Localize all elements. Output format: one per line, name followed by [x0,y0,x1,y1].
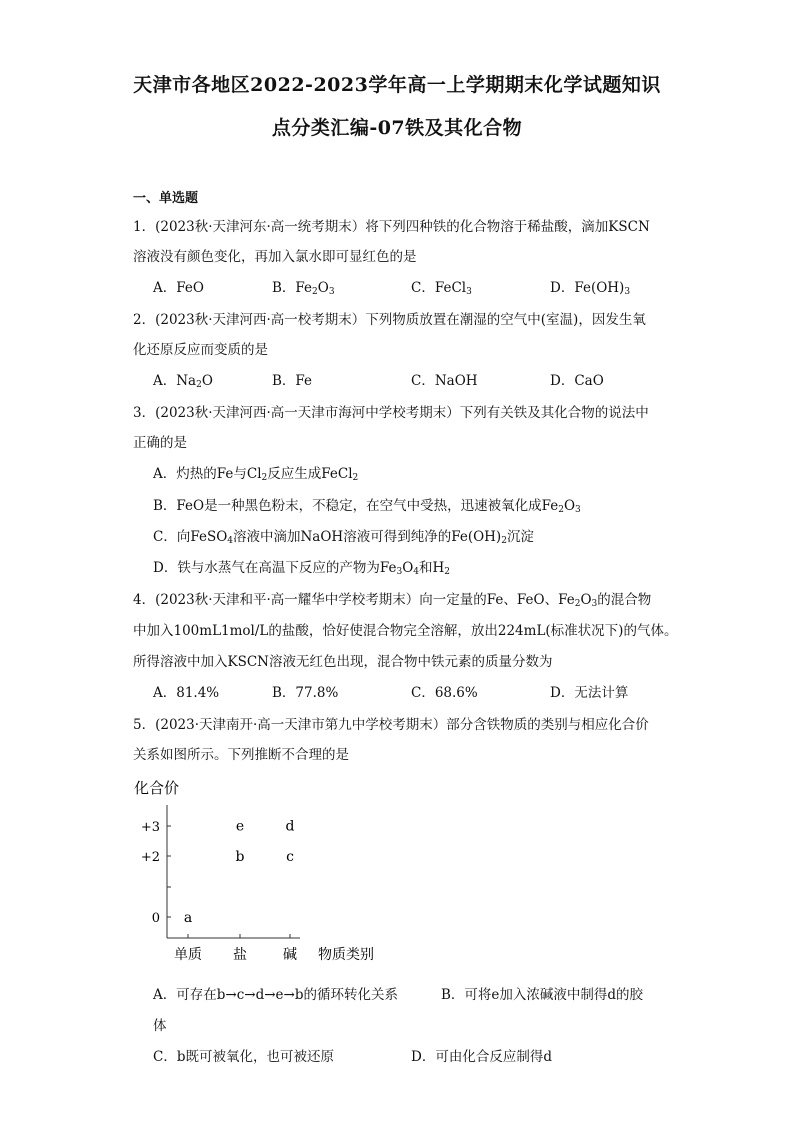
y-tick-label: 0 [151,911,160,926]
q5-option-d: D．可由化合反应制得d [411,1049,552,1065]
x-tick-label: 碱 [283,947,297,963]
q1-option-c: C．FeCl$_3$ [411,280,472,297]
q2-option-c: C．NaOH [411,373,478,389]
y-tick-label: +2 [140,850,160,865]
q5-option-b: B．可将e加入浓碱液中制得d的胶 [441,987,644,1003]
chart-point-e: e [235,818,245,835]
q4-stem-line-3: 所得溶液中加入KSCN溶液无红色出现，混合物中铁元素的质量分数为 [133,654,553,670]
q4-option-c: C．68.6% [411,685,478,701]
valence-category-chart [130,775,410,970]
chart-points [184,819,295,927]
q5-option-c: C．b既可被氧化，也可被还原 [153,1049,334,1065]
q1-stem-line-1: 1．(2023秋·天津河东·高一统考期末）将下列四种铁的化合物溶于稀盐酸，滴加KSCN [133,219,650,235]
q3-option-c: C．向FeSO$_4$溶液中滴加NaOH溶液可得到纯净的$Fe(OH)_2$沉淀 [153,529,534,546]
q2-stem-line-2: 化还原反应而变质的是 [133,342,268,358]
q2-option-d: D．CaO [550,373,604,389]
q2-option-b: B．Fe [272,373,313,389]
q1-option-b: B．$Fe_2O_3$ [272,280,335,297]
q4-option-a: A．81.4% [153,685,220,701]
chart-xlabel: 物质类别 [318,947,374,963]
chart-point-c: c [286,849,294,865]
chart-point-d: d [285,818,295,835]
section-heading: 一、单选题 [133,191,199,206]
q3-option-b: B．FeO是一种黑色粉末，不稳定，在空气中受热，迅速被氧化成$Fe_2O_3$ [153,498,581,515]
q4-stem-line-1: 4．(2023秋·天津和平·高一耀华中学校考期末）向一定量的Fe、FeO、$Fe_2O_3$的混合物 [133,592,652,609]
q2-stem-line-1: 2．(2023秋·天津河西·高一校考期末）下列物质放置在潮湿的空气中(室温)，因发生氧 [133,312,646,328]
q1-option-d: D．$Fe(OH)_3$ [550,280,631,297]
q4-option-b: B．77.8% [272,685,339,701]
q3-option-d: D．铁与水蒸气在高温下反应的产物为$Fe_3O_4$和$H_2$ [153,560,451,577]
doc-title-line-1: 天津市各地区2022-2023学年高一上学期期末化学试题知识 [133,74,661,96]
q4-option-d: D．无法计算 [550,685,629,701]
chart-point-b: b [235,849,245,865]
q3-stem-line-2: 正确的是 [133,435,187,451]
q3-option-a: A．灼热的Fe与$Cl_2$反应生成FeCl$_2$ [153,466,359,483]
q4-stem-line-2: 中加入100mL1mol/L的盐酸，恰好使混合物完全溶解，放出224mL(标准状况下)的气体。 [133,623,678,639]
q1-option-a: A．FeO [153,280,204,296]
q1-stem-line-2: 溶液没有颜色变化，再加入氯水即可显红色的是 [133,249,417,265]
q3-stem-line-1: 3．(2023秋·天津河西·高一天津市海河中学校考期末）下列有关铁及其化合物的说法中 [133,405,649,421]
q5-option-b-continued: 体 [153,1018,167,1034]
x-tick-label: 盐 [233,947,247,963]
x-tick-label: 单质 [174,947,202,963]
chart-point-a: a [183,910,193,926]
chart-ylabel: 化合价 [134,779,180,797]
y-tick-label: +3 [140,820,160,835]
q5-stem-line-2: 关系如图所示。下列推断不合理的是 [133,747,349,763]
q2-option-a: A．$Na_2O$ [153,373,213,390]
q5-stem-line-1: 5．(2023·天津南开·高一天津市第九中学校考期末）部分含铁物质的类别与相应化合价 [133,717,649,733]
q5-option-a: A．可存在b→c→d→e→b的循环转化关系 [153,987,398,1003]
doc-title-line-2: 点分类汇编-07铁及其化合物 [271,117,523,139]
